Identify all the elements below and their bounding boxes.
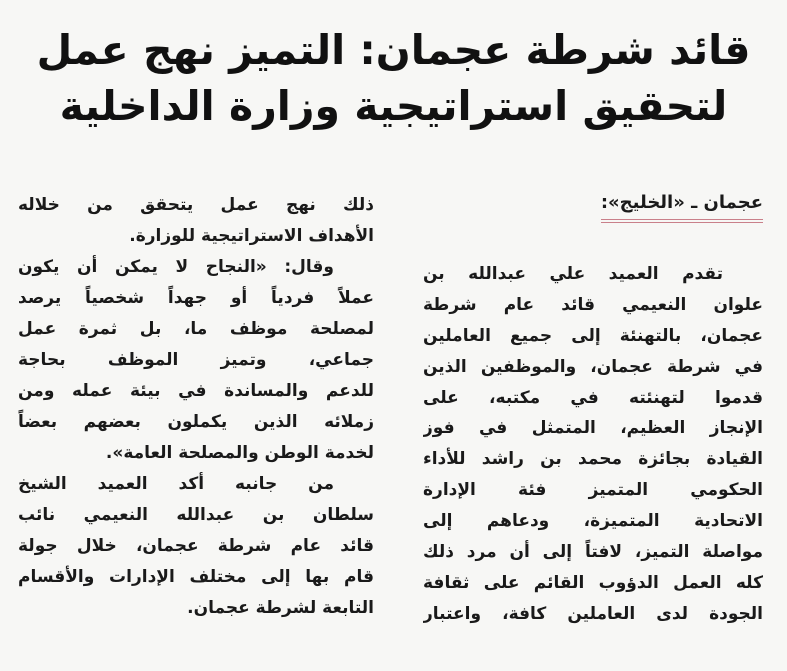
text-line: مواصلة التميز، لافتاً إلى أن مرد ذلك <box>423 542 763 563</box>
text-line: الأهداف الاستراتيجية للوزارة. <box>129 226 374 246</box>
text-line: جماعي، وتميز الموظف بحاجة <box>18 350 374 370</box>
text-line: لمصلحة موظف ما، بل ثمرة عمل <box>18 319 374 339</box>
text-line: وقال: «النجاح لا يمكن أن يكون <box>18 257 334 277</box>
text-line: علوان النعيمي قائد عام شرطة <box>423 294 763 315</box>
text-line: الحكومي المتميز فئة الإدارة <box>423 480 763 501</box>
text-line: التابعة لشرطة عجمان. <box>187 598 374 618</box>
left-column <box>18 190 374 663</box>
left-column-text <box>18 190 374 624</box>
text-line: الإنجاز العظيم، المتمثل في فوز <box>423 418 763 439</box>
text-line: سلطان بن عبدالله النعيمي نائب <box>18 505 374 525</box>
text-line: للدعم والمساندة في بيئة عمله ومن <box>18 381 374 401</box>
text-line: عجمان، بالتهنئة إلى جميع العاملين <box>423 325 763 346</box>
text-line: زملائه الذين يكملون بعضهم بعضاً <box>18 412 374 432</box>
text-line: الجودة لدى العاملين كافة، واعتبار <box>423 603 763 624</box>
text-line: كله العمل الدؤوب القائم على ثقافة <box>423 572 763 593</box>
headline-line-2: لتحقيق استراتيجية وزارة الداخلية <box>59 82 728 130</box>
text-line: تقدم العميد علي عبدالله بن <box>423 264 723 284</box>
text-line: قائد عام شرطة عجمان، خلال جولة <box>18 536 374 556</box>
article-headline <box>20 22 767 134</box>
text-line: الاتحادية المتميزة، ودعاهم إلى <box>423 511 763 532</box>
right-column-text <box>423 259 763 630</box>
text-line: من جانبه أكد العميد الشيخ <box>18 474 334 494</box>
right-column <box>423 190 763 663</box>
text-line: ذلك نهج عمل يتحقق من خلاله <box>18 195 374 215</box>
text-line: لخدمة الوطن والمصلحة العامة». <box>105 443 374 463</box>
text-line: عملاً فردياً أو جهداً شخصياً يرصد <box>18 288 374 308</box>
text-line: في شرطة عجمان، والموظفين الذين <box>423 356 763 377</box>
text-line: القيادة بجائزة محمد بن راشد للأداء <box>423 449 763 470</box>
text-line: قدموا لتهنئته في مكتبه، على <box>423 387 763 408</box>
dateline: عجمان ـ «الخليج»: <box>601 190 763 223</box>
headline-line-1: قائد شرطة عجمان: التميز نهج عمل <box>36 26 751 74</box>
text-line: قام بها إلى مختلف الإدارات والأقسام <box>18 567 374 587</box>
